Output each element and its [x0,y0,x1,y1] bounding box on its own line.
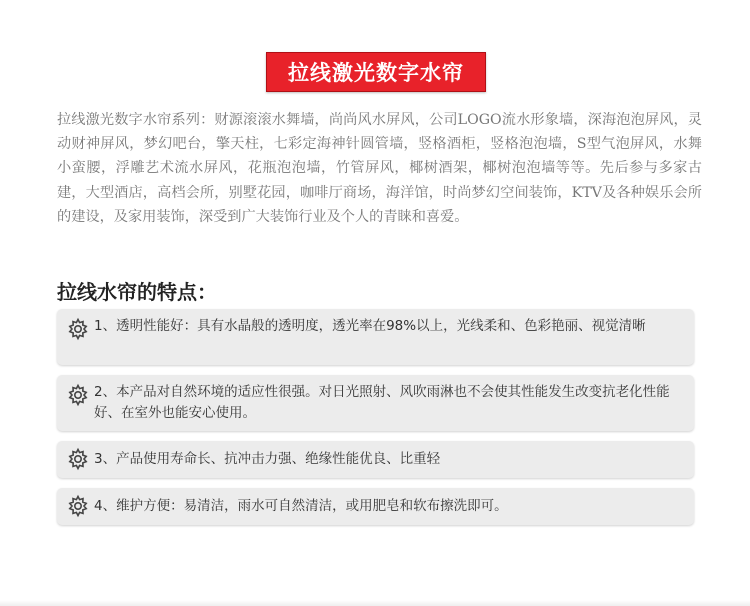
gear-icon [66,494,90,518]
feature-card-3 [57,441,694,478]
feature-text: 3、产品使用寿命长、抗冲击力强、绝缘性能优良、比重轻 [94,451,441,467]
features-heading: 拉线水帘的特点： [57,280,217,304]
feature-text: 2、本产品对自然环境的适应性很强。对日光照射、风吹雨淋也不会使其性能发生改变抗老化性能好、在室外也能安心使用。 [94,384,670,421]
feature-card-4 [57,488,694,525]
feature-text: 1、透明性能好：具有水晶般的透明度，透光率在98%以上，光线柔和、色彩艳丽、视觉清晰 [94,318,646,334]
gear-icon [66,383,90,407]
page-title: 拉线激光数字水帘 [266,52,486,92]
gear-icon [66,447,90,471]
gear-icon [66,317,90,341]
feature-text: 4、维护方便：易清洁，雨水可自然清洁，或用肥皂和软布擦洗即可。 [94,498,508,514]
page-divider [0,600,750,606]
intro-paragraph: 拉线激光数字水帘系列：财源滚滚水舞墙，尚尚风水屏风，公司LOGO流水形象墙，深海泡泡屏风，灵动财神屏风，梦幻吧台，擎天柱，七彩定海神针圆管墙，竖格酒柜，竖格泡泡墙，S型气泡屏风，水舞小蛮腰，浮雕艺术流水屏风，花瓶泡泡墙，竹管屏风，椰树酒架，椰树泡泡墙等等。先后参与多家古建，大型酒店，高档会所，别墅花园，咖啡厅商场，海洋馆，时尚梦幻空间装饰，KTV及各种娱乐会所的建设，及家用装饰，深受到广大装饰行业及个人的青睐和喜爱。 [57,112,702,225]
feature-card-2 [57,375,694,431]
feature-card-1 [57,309,694,365]
